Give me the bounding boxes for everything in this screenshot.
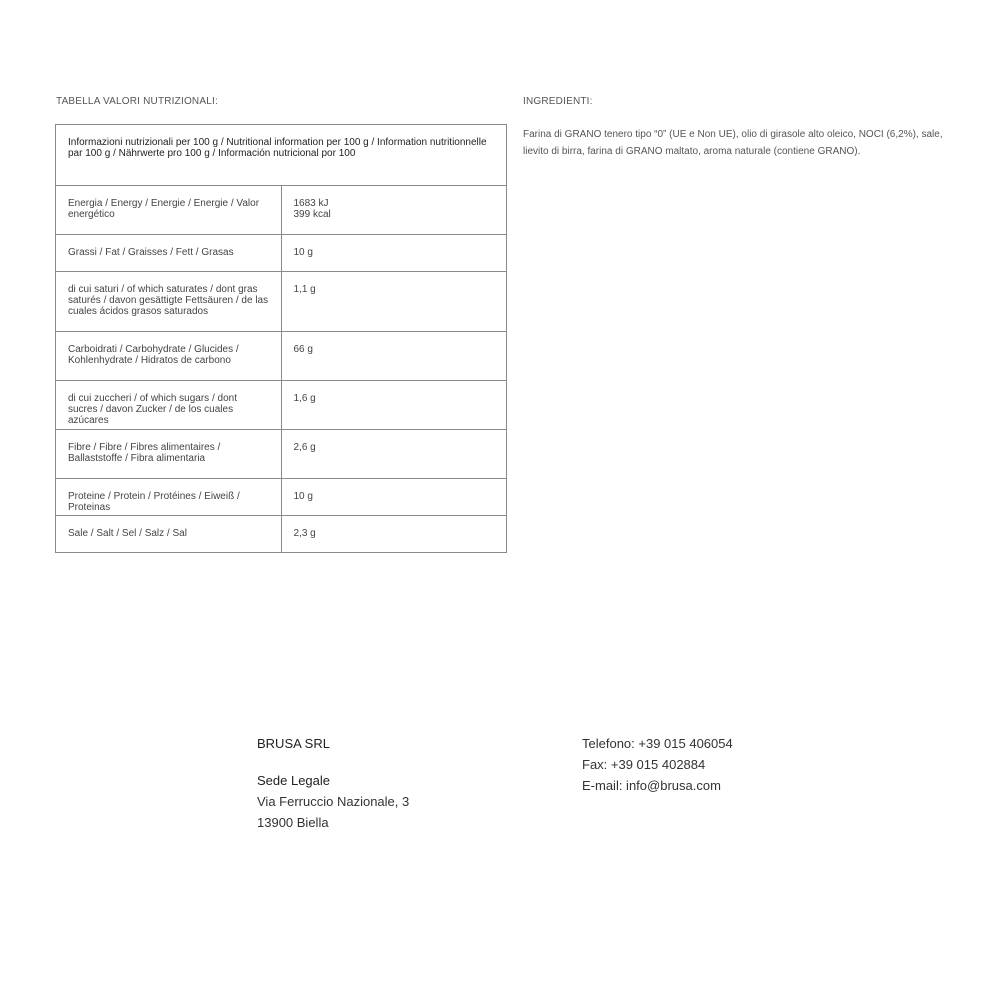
address-city: 13900 Biella [257,815,329,830]
nutrient-label-salt: Sale / Salt / Sel / Salz / Sal [56,516,282,553]
contact-email: E-mail: info@brusa.com [582,778,721,793]
nutrition-table-header: Informazioni nutrizionali per 100 g / Nutritional information per 100 g / Information nutritionnelle par 100 g / Nährwerte pro 100 g / Información nutricional por 100 [56,125,507,186]
company-address-block [257,733,409,833]
nutrient-value-protein: 10 g [281,479,507,516]
company-name: BRUSA SRL [257,736,330,751]
table-row [56,516,507,553]
contact-fax: Fax: +39 015 402884 [582,757,706,772]
nutrition-table-header-row [56,125,507,186]
nutrient-value-carbohydrate: 66 g [281,332,507,381]
address-street: Via Ferruccio Nazionale, 3 [257,794,410,809]
table-row [56,272,507,332]
nutrient-value-energy-kj: 1683 kJ [293,198,329,209]
nutrient-value-fibre: 2,6 g [281,430,507,479]
table-row [56,430,507,479]
company-contact-block [582,733,733,796]
nutrient-label-saturates: di cui saturi / of which saturates / dont gras saturés / davon gesättigte Fettsäuren / de las cuales ácidos grasos saturados [56,272,282,332]
legal-office-heading: Sede Legale [257,773,331,788]
nutrient-label-carbohydrate: Carboidrati / Carbohydrate / Glucides / Kohlenhydrate / Hidratos de carbono [56,332,282,381]
ingredients-text: Farina di GRANO tenero tipo “0” (UE e Non UE), olio di girasole alto oleico, NOCI (6,2%), sale, lievito di birra, farina di GRANO maltato, aroma naturale (contiene GRANO). [523,129,943,157]
nutrient-label-fibre: Fibre / Fibre / Fibres alimentaires / Ballaststoffe / Fibra alimentaria [56,430,282,479]
nutrient-label-fat: Grassi / Fat / Graisses / Fett / Grasas [56,235,282,272]
table-row [56,186,507,235]
nutrient-value-fat: 10 g [281,235,507,272]
nutrient-value-salt: 2,3 g [281,516,507,553]
table-row [56,332,507,381]
nutrient-label-protein: Proteine / Protein / Protéines / Eiweiß / Proteinas [56,479,282,516]
nutrient-label-energy: Energia / Energy / Energie / Energie / Valor energético [56,186,282,235]
ingredients-section-label: INGREDIENTI: [523,96,593,107]
nutrient-value-energy [281,186,507,235]
table-row [56,235,507,272]
nutrition-section-label: TABELLA VALORI NUTRIZIONALI: [56,96,218,107]
nutrient-value-energy-kcal: 399 kcal [293,209,331,220]
table-row [56,479,507,516]
nutrient-value-saturates: 1,1 g [281,272,507,332]
nutrient-value-sugars: 1,6 g [281,381,507,430]
nutrition-table [55,124,507,553]
contact-phone: Telefono: +39 015 406054 [582,736,733,751]
table-row [56,381,507,430]
nutrient-label-sugars: di cui zuccheri / of which sugars / dont sucres / davon Zucker / de los cuales azúcares [56,381,282,430]
